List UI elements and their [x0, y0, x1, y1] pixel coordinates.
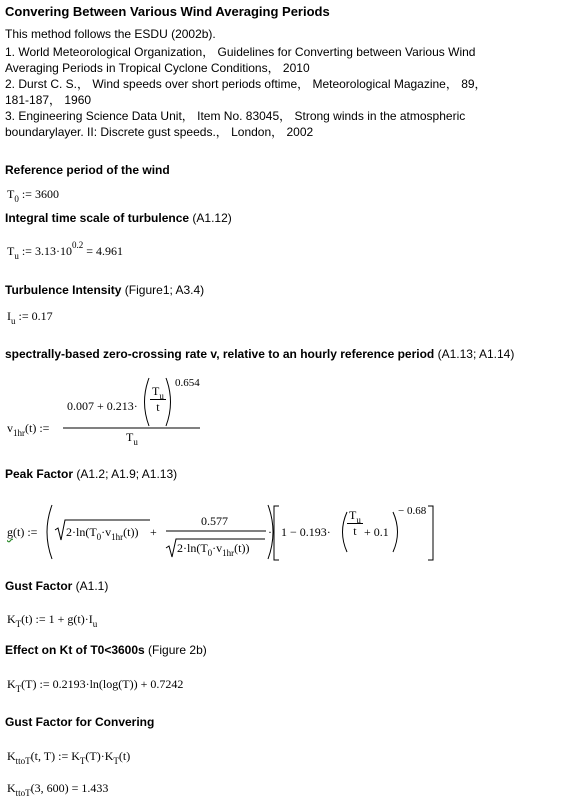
heading-effect-on-kt: Effect on Kt of T0<3600s (Figure 2b)	[5, 643, 207, 657]
eq-v1hr-den: $T_u$	[126, 430, 138, 447]
page-title: Convering Between Various Wind Averaging Periods	[5, 4, 330, 19]
eq-v1hr-inner-frac: $\frac{T_u}{t}$	[152, 384, 164, 414]
eq-kttot-eval: $K_{ttoT}(3$, 600) = 1.433	[7, 781, 109, 798]
eq-g-plus: +	[150, 525, 157, 539]
eq-g-dot: ·	[268, 525, 272, 539]
eq-g-bracket-exp: − 0.68	[398, 505, 427, 517]
eq-v1hr-lhs: $v_{1hr}(t)$ :=	[7, 421, 50, 438]
heading-gust-factor-convering: Gust Factor for Convering	[5, 715, 155, 729]
eq-t0: $T_0$ := 3600	[7, 187, 59, 204]
eq-kt: $K_T(t)$ := $1 + g(t)\cdot I_u$	[7, 612, 98, 629]
eq-kttot: $K_{ttoT}(t$, T) := $K_T(T)\cdot K_T(t)$	[7, 749, 131, 766]
eq-iu: $I_u$ := 0.17	[7, 309, 53, 326]
eq-g-sqrt1: $2\cdot\ln(T_0\cdot v_{1hr}(t))$	[66, 525, 139, 542]
heading-reference-period: Reference period of the wind	[5, 163, 170, 177]
eq-g-lhs: g(t) :=	[7, 525, 38, 539]
eq-g-bracket-text: 1 − 0.193·	[281, 525, 331, 539]
eq-tu: $T_u$ := $3.13\cdot 10^{0.2} = 4.961$	[7, 240, 123, 261]
eq-g-bracket-frac: $\frac{T_u}{t}$	[349, 508, 361, 538]
intro-line-0: This method follows the ESDU (2002b).	[5, 27, 216, 41]
eq-v1hr-num-left: 0.007 + 0.213·	[67, 399, 138, 413]
intro-line-2: Averaging Periods in Tropical Cyclone Conditions， 2010	[5, 61, 310, 75]
eq-g-bracket-plus: + 0.1	[364, 525, 389, 539]
eq-g-sqrt2: $2\cdot\ln(T_0\cdot v_{1hr}(t))$	[177, 541, 250, 558]
intro-line-3: 2. Durst C. S.， Wind speeds over short periods oftime， Meteorological Magazine， 89，	[5, 77, 487, 91]
heading-gust-factor: Gust Factor (A1.1)	[5, 579, 109, 593]
heading-zero-crossing-rate: spectrally-based zero-crossing rate v, relative to an hourly reference period (A1.13; A1.14)	[5, 347, 515, 361]
eq-g-frac-num: 0.577	[201, 514, 228, 528]
intro-line-4: 181-187， 1960	[5, 93, 92, 107]
intro-line-1: 1. World Meteorological Organization， Guidelines for Converting between Various Wind	[5, 45, 476, 59]
intro-line-6: boundarylayer. II: Discrete gust speeds.， London， 2002	[5, 125, 314, 139]
heading-peak-factor: Peak Factor (A1.2; A1.9; A1.13)	[5, 467, 178, 481]
intro-line-5: 3. Engineering Science Data Unit， Item No. 83045， Strong winds in the atmospheric	[5, 109, 466, 123]
eq-effect: $K_T(T)$ := 0.2193·ln(log(T)) + 0.7242	[7, 677, 184, 694]
eq-v1hr-exp: 0.654	[175, 377, 200, 389]
heading-turbulence-intensity: Turbulence Intensity (Figure1; A3.4)	[5, 283, 205, 297]
heading-integral-time-scale: Integral time scale of turbulence (A1.12)	[5, 211, 232, 225]
